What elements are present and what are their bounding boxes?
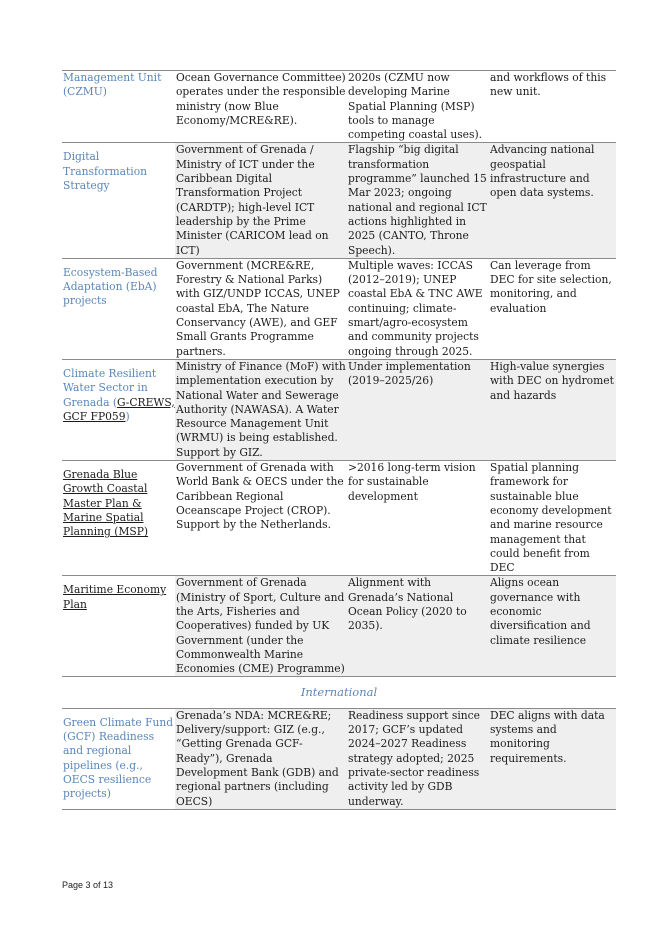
initiatives-table <box>62 70 616 810</box>
relevance-cell: and workflows of this new unit. <box>489 71 616 143</box>
initiative-name: Digital Transformation Strategy <box>62 143 175 258</box>
status-cell: 2020s (CZMU now developing Marine Spatial Planning (MSP) tools to manage competing coastal uses). <box>347 71 489 143</box>
table-row <box>62 143 616 258</box>
table-row <box>62 71 616 143</box>
status-cell: Under implementation (2019–2025/26) <box>347 359 489 460</box>
stakeholders-cell: Ministry of Finance (MoF) with implementation execution by National Water and Sewerage Authority (NAWASA). A Water Resource Management Unit (WRMU) is being established. Support by GIZ. <box>176 359 346 459</box>
relevance-cell: Aligns ocean governance with economic diversification and climate resilience <box>489 576 616 677</box>
relevance-cell: Advancing national geospatial infrastructure and open data systems. <box>489 143 616 258</box>
status-cell: Alignment with Grenada’s National Ocean Policy (2020 to 2035). <box>347 576 489 677</box>
table-row <box>62 258 616 359</box>
stakeholders-cell: Government (MCRE&RE, Forestry & National Parks) with GIZ/UNDP ICCAS, UNEP coastal EbA, The Nature Conservancy (AWE), and GEF Small Grants Programme partners. <box>175 258 347 359</box>
relevance-cell: High-value synergies with DEC on hydromet and hazards <box>489 359 616 460</box>
table-row <box>62 708 616 809</box>
initiative-name: Green Climate Fund (GCF) Readiness and regional pipelines (e.g., OECS resilience projects) <box>62 708 175 809</box>
relevance-cell: Spatial planning framework for sustainable blue economy development and marine resource management that could benefit from DEC <box>489 461 616 576</box>
status-cell: >2016 long-term vision for sustainable development <box>347 461 489 576</box>
blue-growth-link[interactable]: Grenada Blue Growth Coastal Master Plan & Marine Spatial Planning (MSP) <box>63 468 149 539</box>
initiative-name: Management Unit (CZMU) <box>62 71 175 143</box>
table-row <box>62 359 616 460</box>
maritime-plan-link[interactable]: Maritime Economy Plan <box>63 583 167 611</box>
stakeholders-cell: Government of Grenada with World Bank & OECS under the Caribbean Regional Oceanscape Project (CROP). Support by the Netherlands. <box>175 461 347 576</box>
initiative-name <box>62 359 175 460</box>
section-row <box>62 677 616 708</box>
initiative-name-suffix: ) <box>125 409 130 423</box>
stakeholders-cell: Ocean Governance Committee) operates under the responsible ministry (now Blue Economy/MCRE&RE). <box>175 71 347 143</box>
gcrews-link[interactable]: G-CREWS, GCF FP059 <box>63 395 175 423</box>
stakeholders-cell: Grenada’s NDA: MCRE&RE; Delivery/support: GIZ (e.g., “Getting Grenada GCF-Ready”), Grenada Development Bank (GDB) and regional partners (including OECS) <box>175 708 347 809</box>
table-row <box>62 576 616 677</box>
initiative-name: Ecosystem-Based Adaptation (EbA) projects <box>62 258 175 359</box>
status-cell: Flagship “big digital transformation programme” launched 15 Mar 2023; ongoing national and regional ICT actions highlighted in 2025 (CANTO, Throne Speech). <box>347 143 489 258</box>
relevance-cell: Can leverage from DEC for site selection, monitoring, and evaluation <box>489 258 616 359</box>
status-cell: Readiness support since 2017; GCF’s updated 2024–2027 Readiness strategy adopted; 2025 private-sector readiness activity led by GDB underway. <box>347 708 489 809</box>
stakeholders-cell: Government of Grenada (Ministry of Sport, Culture and the Arts, Fisheries and Cooperatives) funded by UK Government (under the Commonwealth Marine Economies (CME) Programme) <box>175 576 347 677</box>
section-heading-international: International <box>62 677 616 708</box>
initiative-name <box>62 576 175 677</box>
table-row <box>62 461 616 576</box>
relevance-cell: DEC aligns with data systems and monitoring requirements. <box>489 708 616 809</box>
stakeholders-cell: Government of Grenada / Ministry of ICT under the Caribbean Digital Transformation Project (CARDTP); high-level ICT leadership by the Prime Minister (CARICOM lead on ICT) <box>175 143 347 258</box>
initiative-name <box>62 461 175 576</box>
initiative-name-prefix: Climate Resilient Water Sector in Grenada ( <box>63 366 157 409</box>
status-cell: Multiple waves: ICCAS (2012–2019); UNEP coastal EbA & TNC AWE continuing; climate-smart/agro-ecosystem and community projects ongoing through 2025. <box>347 258 489 359</box>
page-number: Page 3 of 13 <box>62 880 114 890</box>
